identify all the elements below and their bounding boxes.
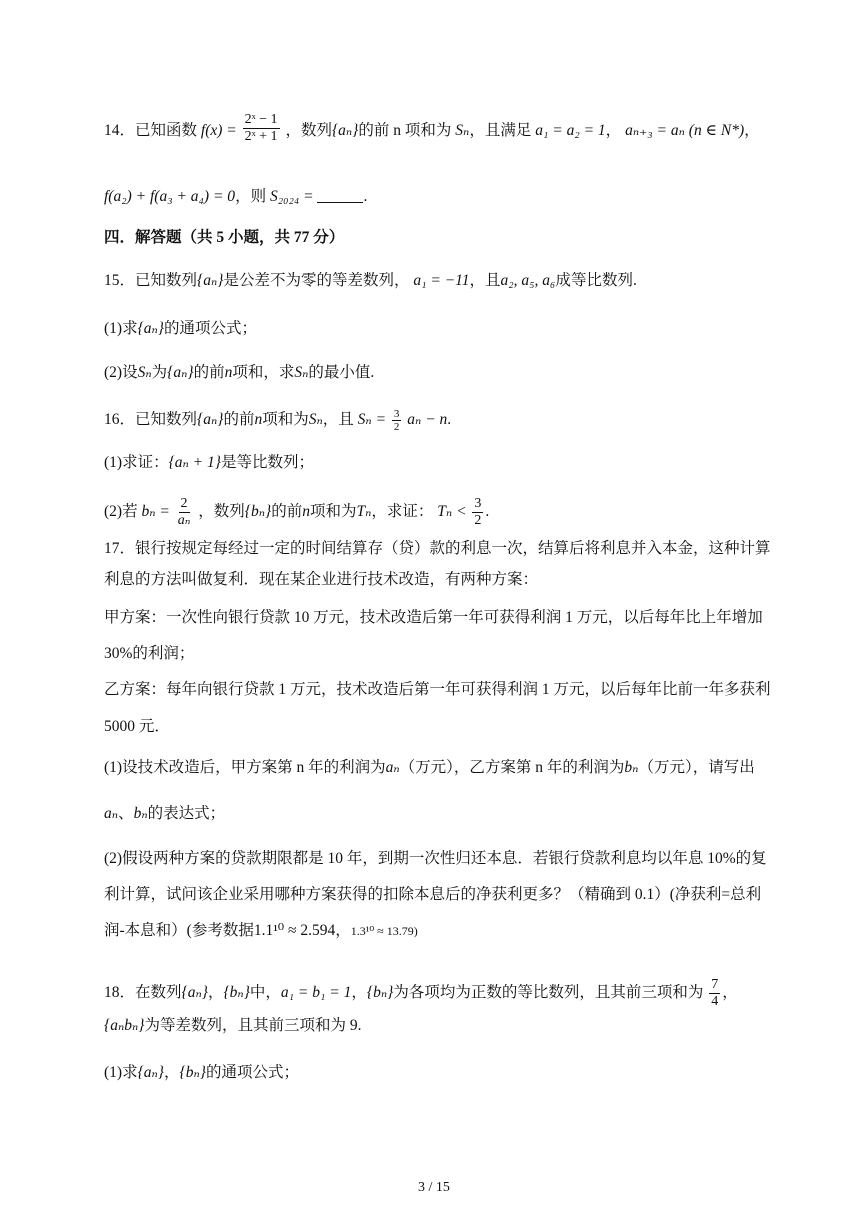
q15-p2-a: (2)设 <box>104 364 138 381</box>
q14-seq: {aₙ} <box>331 122 359 140</box>
q17-p1-d: 、 <box>118 805 134 822</box>
function-fraction <box>243 112 280 145</box>
q16-bn-den: aₙ <box>177 513 191 528</box>
q16-ineq-num: 3 <box>474 496 482 511</box>
q16-bn-num: 2 <box>180 496 188 511</box>
q15-text-b: 是公差不为零的等差数列， <box>223 272 410 289</box>
q17-part-2-line-2: 利计算，试问该企业采用哪种方案获得的扣除本息后的净获利更多？（精确到 0.1）(净获利=总利 <box>104 886 762 903</box>
q18-text-f: ， <box>722 984 738 1002</box>
q14-Sn: Sₙ <box>455 122 470 140</box>
q18-text-d: ， <box>351 984 367 1002</box>
q16-p1-seq: {aₙ + 1} <box>168 454 221 471</box>
q15-p2-Sn: Sₙ <box>137 364 152 381</box>
q16-ineq-den: 2 <box>474 513 482 528</box>
q17-p2-l3a: 润-本息和）(参考数据 <box>104 922 254 939</box>
q16-eq-lhs: Sₙ = <box>357 411 387 429</box>
q17-ref2: 1.3¹⁰ ≈ 13.79) <box>350 924 418 938</box>
q18-line-2 <box>104 1015 361 1037</box>
q14-text-4: ，则 <box>235 188 267 205</box>
q18-seqab: {aₙbₙ} <box>104 1017 145 1034</box>
q15-text-c: ，且 <box>469 272 501 289</box>
q16-p2-a: (2)若 <box>104 503 138 521</box>
q15-text-a: 15．已知数列 <box>104 272 198 289</box>
q18-cond: a₁ = b₁ = 1 <box>280 984 352 1002</box>
q15-p2-e: 的最小值. <box>308 364 375 381</box>
q18-p1-seqa: {aₙ} <box>137 1064 165 1081</box>
q17-p1-b: （万元），乙方案第 n 年的利润为 <box>399 759 625 776</box>
q17-line-1: 17．银行按规定每经过一定的时间结算存（贷）款的利息一次，结算后将利息并入本金，这种计算 <box>104 540 771 557</box>
q14-cond2: aₙ₊₃ = aₙ (n ∈ N*) <box>625 122 745 140</box>
q18-text-c: 中， <box>249 984 281 1002</box>
q15-p2-seq: {aₙ} <box>167 364 194 381</box>
q18-part-1 <box>104 1062 299 1084</box>
q16-seq: {aₙ} <box>197 411 224 429</box>
q15-terms: a₂, a₅, a₆ <box>500 272 556 289</box>
q16-eq-rhs: aₙ − n <box>407 411 448 429</box>
q16-p2-e: ，求证： <box>371 503 434 521</box>
q15-p2-c: 的前 <box>193 364 225 381</box>
q17-bn-2: bₙ <box>133 805 148 822</box>
q16-eq-den: 2 <box>393 421 400 433</box>
q17-part-2-line-1: (2)假设两种方案的贷款期限都是 10 年，到期一次性归还本息．若银行贷款利息均以年息 10%的复 <box>104 850 767 867</box>
q14-text-1: ，数列 <box>285 122 332 140</box>
q14-comma: ， <box>605 122 622 140</box>
q16-Sn: Sₙ <box>308 411 323 429</box>
q17-line-4: 30%的利润； <box>104 645 195 662</box>
q17-bn: bₙ <box>624 759 639 776</box>
q17-p2-l3b: ， <box>335 922 351 939</box>
q17-part-2-line-3 <box>104 920 418 942</box>
q14-line-2 <box>104 186 367 208</box>
q15-p2-Sn2: Sₙ <box>294 364 309 381</box>
q16-n: n <box>254 411 263 429</box>
q17-part-1-cont <box>104 803 225 825</box>
q17-ref1: 1.1¹⁰ ≈ 2.594 <box>253 922 336 939</box>
q15-p2-n: n <box>224 364 233 381</box>
q15-a1: a₁ = −11 <box>413 272 470 289</box>
q16-p2-d: 项和为 <box>309 503 357 521</box>
q16-p2-f: . <box>485 503 490 521</box>
q16-ineq-lhs: Tₙ < <box>437 503 467 521</box>
q16-part-1 <box>104 452 314 474</box>
q14-line-1 <box>104 112 760 145</box>
q17-line-5: 乙方案：每年向银行贷款 1 万元，技术改造后第一年可获得利润 1 万元，以后每年比前一年多获利 <box>104 681 771 698</box>
q18-p1-a: (1)求 <box>104 1064 138 1081</box>
page-number: 3 / 15 <box>418 1180 450 1195</box>
q15-p1-b: 的通项公式； <box>164 320 258 337</box>
q16-Tn: Tₙ <box>356 503 372 521</box>
q16-seqb: {bₙ} <box>244 503 272 521</box>
q17-p1-c: （万元），请写出 <box>638 759 755 776</box>
q15-part-1 <box>104 318 257 340</box>
q18-fraction <box>709 977 720 1010</box>
q18-frac-num: 7 <box>711 977 719 992</box>
q16-eq-fraction <box>392 408 402 433</box>
q16-text-c: 项和为 <box>262 411 309 429</box>
q16-text-d: ，且 <box>322 411 354 429</box>
q16-p2-c: 的前 <box>271 503 303 521</box>
q17-line-3: 甲方案：一次性向银行贷款 10 万元，技术改造后第一年可获得利润 1 万元，以后每年比上年增加 <box>104 609 763 626</box>
q17-an-2: aₙ <box>104 805 119 822</box>
q14-label: 14．已知函数 <box>104 122 198 140</box>
q15-seq: {aₙ} <box>197 272 224 289</box>
section-heading: 四．解答题（共 5 小题，共 77 分） <box>104 229 345 246</box>
q15-p1-a: (1)求 <box>104 320 138 337</box>
answer-blank <box>317 188 363 203</box>
function-numerator: 2ˣ − 1 <box>244 112 278 127</box>
q18-text-l2: 为等差数列，且其前三项和为 9. <box>144 1017 362 1034</box>
q16-part-2 <box>104 496 489 529</box>
q18-p1-c: 的通项公式； <box>205 1064 299 1081</box>
q17-p1-a: (1)设技术改造后，甲方案第 n 年的利润为 <box>104 759 386 776</box>
q18-seqa: {aₙ} <box>181 984 208 1002</box>
q16-text-b: 的前 <box>223 411 255 429</box>
q17-p1-e: 的表达式； <box>147 805 226 822</box>
q17-line-6: 5000 元． <box>104 718 170 735</box>
q16-p2-b: ，数列 <box>198 503 245 521</box>
q16-text-e: . <box>447 411 452 429</box>
q14-text-2: 的前 n 项和为 <box>358 122 452 140</box>
q14-cond3: f(a₂) + f(a₃ + a₄) = 0 <box>104 188 236 205</box>
q18-frac-den: 4 <box>711 994 719 1009</box>
q16-ineq-fraction <box>472 496 483 529</box>
q14-text-3: ，且满足 <box>469 122 532 140</box>
q18-p1-b: ， <box>164 1064 180 1081</box>
q16-text-a: 16．已知数列 <box>104 411 198 429</box>
q18-p1-seqb: {bₙ} <box>179 1064 206 1081</box>
q14-S2024: S₂₀₂₄ = <box>269 188 314 205</box>
q17-part-1 <box>104 757 755 779</box>
q16-p1-b: 是等比数列； <box>220 454 314 471</box>
q17-an: aₙ <box>385 759 400 776</box>
q14-cond1: a₁ = a₂ = 1 <box>535 122 606 140</box>
q18-text-b: ， <box>207 984 224 1002</box>
q16-p2-n: n <box>302 503 310 521</box>
q16-line-1 <box>104 408 451 433</box>
q18-seqb: {bₙ} <box>223 984 250 1002</box>
function-denominator: 2ˣ + 1 <box>244 129 278 144</box>
q18-text-e: 为各项均为正数的等比数列，且其前三项和为 <box>393 984 704 1002</box>
q15-p1-seq: {aₙ} <box>137 320 165 337</box>
q18-text-a: 18．在数列 <box>104 984 182 1002</box>
q17-line-2: 利息的方法叫做复利．现在某企业进行技术改造，有两种方案： <box>104 571 539 588</box>
q18-seqb-2: {bₙ} <box>366 984 394 1002</box>
q16-bn-lhs: bₙ = <box>141 503 170 521</box>
q15-part-2 <box>104 362 374 384</box>
q16-p1-a: (1)求证： <box>104 454 169 471</box>
q18-line-1 <box>104 977 738 1010</box>
q15-text-d: 成等比数列. <box>555 272 637 289</box>
q15-p2-b: 为 <box>151 364 168 381</box>
q15-p2-d: 项和，求 <box>232 364 295 381</box>
function-lhs: f(x) = <box>200 122 237 140</box>
q14-end2: . <box>363 188 368 205</box>
q16-bn-fraction <box>176 496 193 529</box>
q16-eq-num: 3 <box>393 408 400 420</box>
q15-line-1 <box>104 270 637 292</box>
q14-end1: ， <box>744 122 760 140</box>
